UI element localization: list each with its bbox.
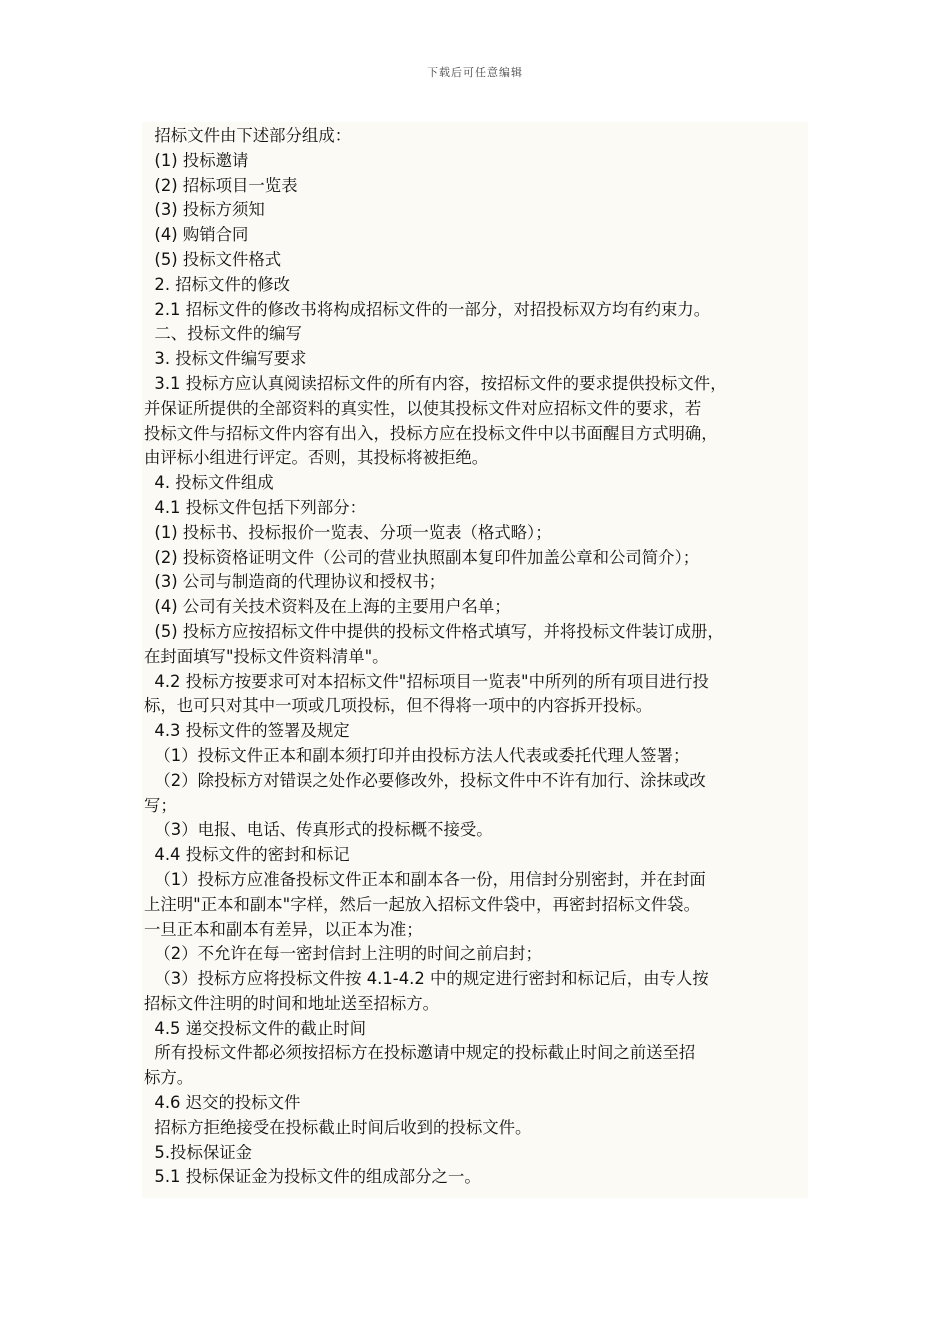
document-line: (3) 公司与制造商的代理协议和授权书； <box>144 572 446 592</box>
document-line: （2）不允许在每一密封信封上注明的时间之前启封； <box>144 944 542 964</box>
document-line: 招标方拒绝接受在投标截止时间后收到的投标文件。 <box>144 1117 532 1137</box>
document-line: 5.投标保证金 <box>144 1142 253 1162</box>
document-line: 5.1 投标保证金为投标文件的组成部分之一。 <box>144 1167 481 1187</box>
document-line: 在封面填写"投标文件资料清单"。 <box>144 646 389 666</box>
document-line: （3）投标方应将投标文件按 4.1-4.2 中的规定进行密封和标记后，由专人按 <box>144 969 709 989</box>
document-line: 2. 招标文件的修改 <box>144 274 291 294</box>
document-lines <box>144 124 808 1190</box>
document-line: （2）除投标方对错误之处作必要修改外，投标文件中不许有加行、涂抹或改 <box>144 770 706 790</box>
document-line: 上注明"正本和副本"字样，然后一起放入招标文件袋中，再密封招标文件袋。 <box>144 894 700 914</box>
document-line: （1）投标方应准备投标文件正本和副本各一份，用信封分别密封，并在封面 <box>144 869 706 889</box>
document-line: 3.1 投标方应认真阅读招标文件的所有内容，按招标文件的要求提供投标文件， <box>144 373 727 393</box>
document-line: 由评标小组进行评定。否则，其投标将被拒绝。 <box>144 448 489 468</box>
document-line: 招标文件注明的时间和地址送至招标方。 <box>144 993 440 1013</box>
document-line: 招标文件由下述部分组成： <box>144 126 352 145</box>
document-line: 标，也可只对其中一项或几项投标，但不得将一项中的内容拆开投标。 <box>144 696 653 716</box>
document-line: （3）电报、电话、传真形式的投标概不接受。 <box>144 820 493 840</box>
document-line: (5) 投标文件格式 <box>144 249 282 269</box>
document-line: 4.6 迟交的投标文件 <box>144 1093 301 1113</box>
document-line: 2.1 招标文件的修改书将构成招标文件的一部分，对招投标双方均有约束力。 <box>144 299 711 319</box>
page-header: 下载后可任意编辑 <box>427 66 523 79</box>
document-line: 投标文件与招标文件内容有出入，投标方应在投标文件中以书面醒目方式明确， <box>144 423 718 443</box>
document-line: (4) 公司有关技术资料及在上海的主要用户名单； <box>144 597 511 617</box>
document-line: (1) 投标书、投标报价一览表、分项一览表（格式略）； <box>144 522 552 542</box>
document-line: （1）投标文件正本和副本须打印并由投标方法人代表或委托代理人签署； <box>144 745 690 765</box>
document-line: 4.3 投标文件的签署及规定 <box>144 721 350 741</box>
document-line: 4.4 投标文件的密封和标记 <box>144 845 350 865</box>
document-line: 3. 投标文件编写要求 <box>144 349 307 369</box>
document-line: (2) 招标项目一览表 <box>144 175 298 195</box>
document-line: 标方。 <box>144 1068 194 1088</box>
document-line: 二、投标文件的编写 <box>144 324 302 344</box>
document-line: 4. 投标文件组成 <box>144 473 274 493</box>
document-line: 4.2 投标方按要求可对本招标文件"招标项目一览表"中所列的所有项目进行投 <box>144 671 709 691</box>
document-line: (2) 投标资格证明文件（公司的营业执照副本复印件加盖公章和公司简介）； <box>144 547 700 567</box>
document-line: (3) 投标方须知 <box>144 200 265 220</box>
document-line: 写； <box>144 795 177 815</box>
document-line: (4) 购销合同 <box>144 225 249 245</box>
document-line: (5) 投标方应按招标文件中提供的投标文件格式填写，并将投标文件装订成册， <box>144 621 724 641</box>
document-line: 4.5 递交投标文件的截止时间 <box>144 1018 366 1038</box>
document-line: 一旦正本和副本有差异，以正本为准； <box>144 919 423 939</box>
document-body <box>142 122 808 1198</box>
document-line: (1) 投标邀请 <box>144 150 249 170</box>
document-line: 并保证所提供的全部资料的真实性，以使其投标文件对应招标文件的要求，若 <box>144 398 702 418</box>
document-line: 4.1 投标文件包括下列部分： <box>144 497 366 517</box>
document-line: 所有投标文件都必须按招标方在投标邀请中规定的投标截止时间之前送至招 <box>144 1043 696 1063</box>
